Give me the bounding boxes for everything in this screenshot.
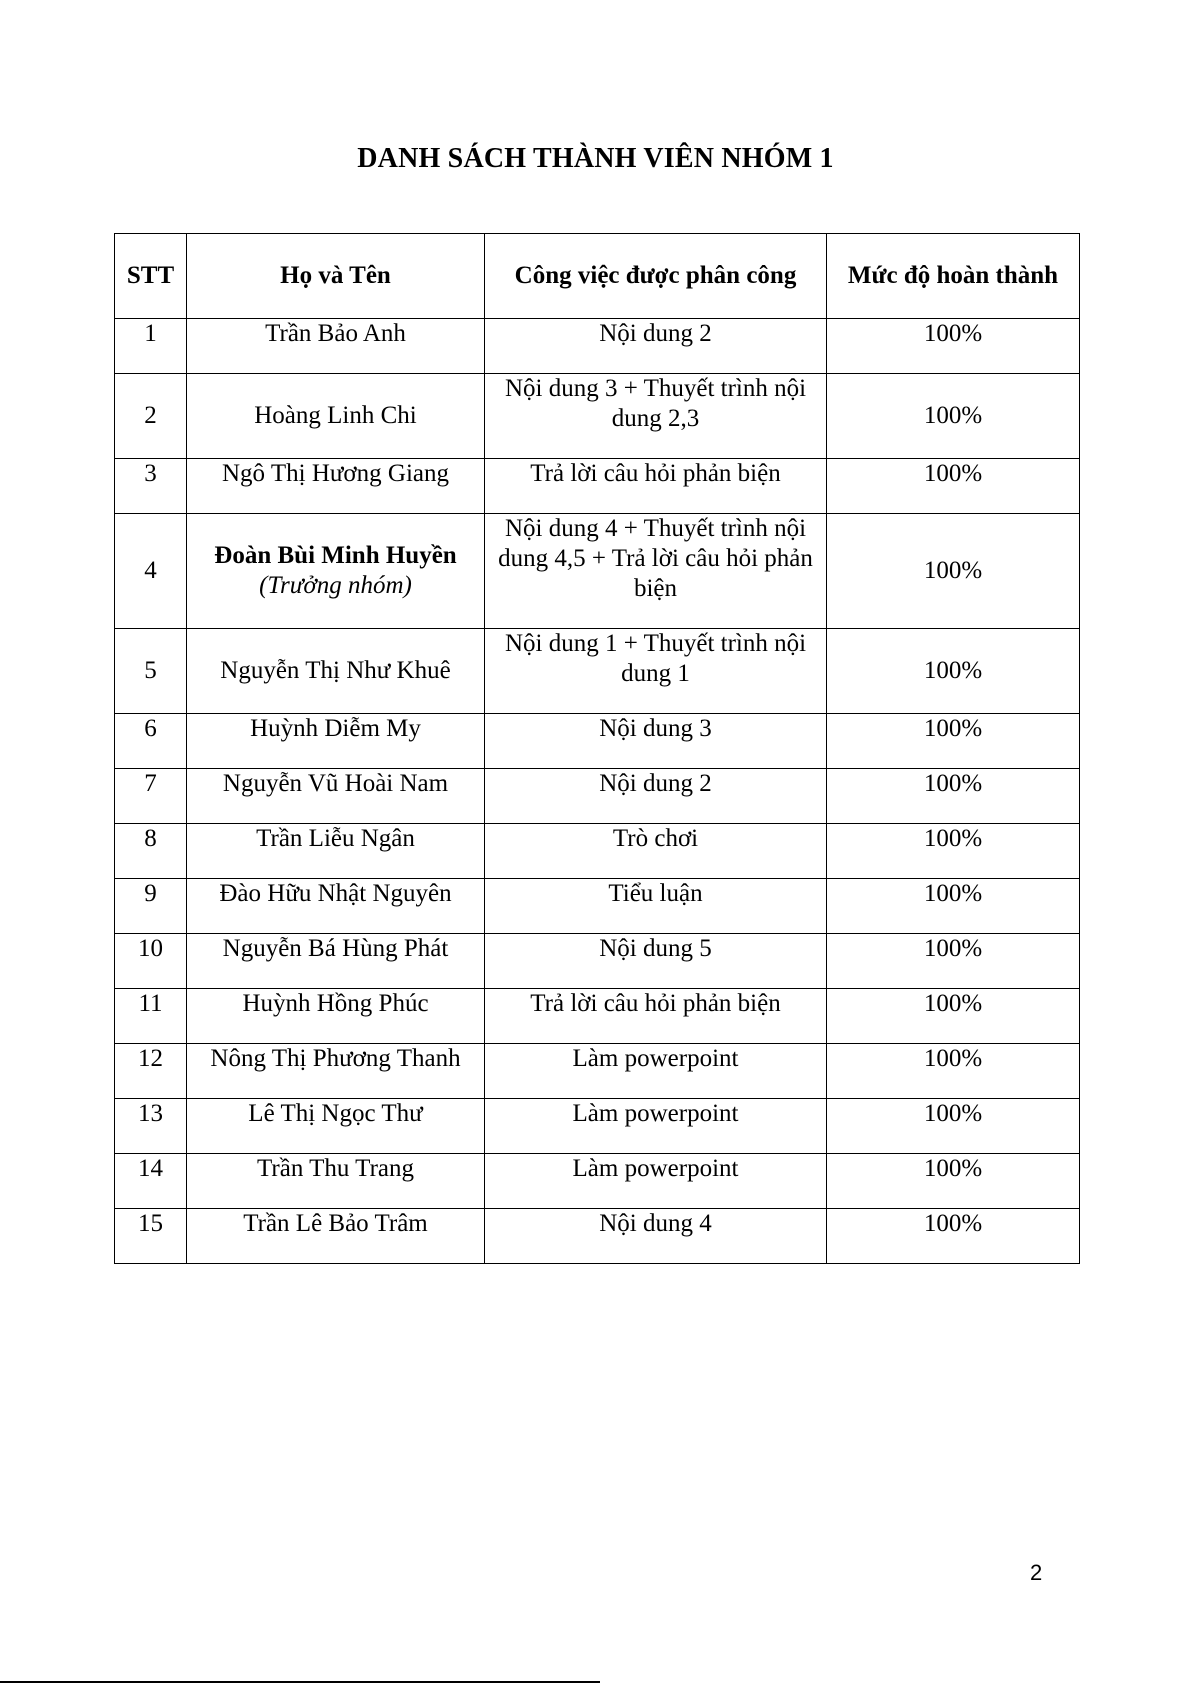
cell-completion: 100% (827, 769, 1080, 824)
table-header-row (115, 234, 1080, 319)
table-row (115, 1044, 1080, 1099)
cell-name: Huỳnh Diễm My (187, 714, 485, 769)
cell-name: Trần Lê Bảo Trâm (187, 1209, 485, 1264)
table-row (115, 1154, 1080, 1209)
table-row (115, 989, 1080, 1044)
document-title: DANH SÁCH THÀNH VIÊN NHÓM 1 (357, 143, 834, 174)
cell-completion: 100% (827, 459, 1080, 514)
cell-name: Trần Liễu Ngân (187, 824, 485, 879)
cell-stt: 5 (115, 629, 187, 714)
cell-completion: 100% (827, 1209, 1080, 1264)
cell-stt: 2 (115, 374, 187, 459)
table-row (115, 514, 1080, 629)
table-row (115, 714, 1080, 769)
cell-stt: 10 (115, 934, 187, 989)
page-number: 2 (1030, 1560, 1043, 1585)
cell-stt: 12 (115, 1044, 187, 1099)
cell-task: Làm powerpoint (485, 1044, 827, 1099)
table-row (115, 934, 1080, 989)
cell-name: Ngô Thị Hương Giang (187, 459, 485, 514)
header-stt: STT (115, 234, 187, 319)
cell-task: Nội dung 3 + Thuyết trình nội dung 2,3 (485, 374, 827, 459)
cell-task: Trò chơi (485, 824, 827, 879)
leader-role: (Trưởng nhóm) (259, 572, 412, 599)
cell-stt: 7 (115, 769, 187, 824)
cell-completion: 100% (827, 1044, 1080, 1099)
cell-stt: 4 (115, 514, 187, 629)
cell-completion: 100% (827, 824, 1080, 879)
member-table (114, 233, 1080, 1264)
cell-name: Trần Bảo Anh (187, 319, 485, 374)
cell-name: Đào Hữu Nhật Nguyên (187, 879, 485, 934)
table-row (115, 1099, 1080, 1154)
header-completion: Mức độ hoàn thành (827, 234, 1080, 319)
cell-completion: 100% (827, 989, 1080, 1044)
table-row (115, 374, 1080, 459)
cell-name: Trần Thu Trang (187, 1154, 485, 1209)
cell-task: Làm powerpoint (485, 1154, 827, 1209)
cell-task: Tiểu luận (485, 879, 827, 934)
cell-name: Nguyễn Thị Như Khuê (187, 629, 485, 714)
cell-completion: 100% (827, 714, 1080, 769)
cell-task: Nội dung 1 + Thuyết trình nội dung 1 (485, 629, 827, 714)
cell-task: Nội dung 2 (485, 319, 827, 374)
table-row (115, 319, 1080, 374)
table-row (115, 879, 1080, 934)
cell-stt: 1 (115, 319, 187, 374)
cell-completion: 100% (827, 319, 1080, 374)
cell-name: Nông Thị Phương Thanh (187, 1044, 485, 1099)
cell-task: Nội dung 3 (485, 714, 827, 769)
cell-stt: 13 (115, 1099, 187, 1154)
cell-stt: 8 (115, 824, 187, 879)
cell-task: Trả lời câu hỏi phản biện (485, 459, 827, 514)
cell-task: Nội dung 5 (485, 934, 827, 989)
cell-name: Nguyễn Vũ Hoài Nam (187, 769, 485, 824)
cell-name-leader (187, 514, 485, 629)
table-row (115, 1209, 1080, 1264)
cell-completion: 100% (827, 629, 1080, 714)
bottom-divider (0, 1681, 600, 1683)
cell-completion: 100% (827, 879, 1080, 934)
cell-task: Trả lời câu hỏi phản biện (485, 989, 827, 1044)
cell-completion: 100% (827, 934, 1080, 989)
cell-stt: 11 (115, 989, 187, 1044)
table-row (115, 629, 1080, 714)
table-row (115, 824, 1080, 879)
cell-name: Huỳnh Hồng Phúc (187, 989, 485, 1044)
cell-completion: 100% (827, 1099, 1080, 1154)
header-name: Họ và Tên (187, 234, 485, 319)
cell-task: Nội dung 4 (485, 1209, 827, 1264)
table-row (115, 459, 1080, 514)
cell-name: Lê Thị Ngọc Thư (187, 1099, 485, 1154)
table-row (115, 769, 1080, 824)
header-task: Công việc được phân công (485, 234, 827, 319)
cell-completion: 100% (827, 1154, 1080, 1209)
cell-stt: 15 (115, 1209, 187, 1264)
cell-task: Làm powerpoint (485, 1099, 827, 1154)
cell-task: Nội dung 2 (485, 769, 827, 824)
cell-stt: 9 (115, 879, 187, 934)
cell-task: Nội dung 4 + Thuyết trình nội dung 4,5 + Trả lời câu hỏi phản biện (485, 514, 827, 629)
cell-stt: 3 (115, 459, 187, 514)
cell-completion: 100% (827, 374, 1080, 459)
cell-stt: 6 (115, 714, 187, 769)
cell-stt: 14 (115, 1154, 187, 1209)
cell-name: Hoàng Linh Chi (187, 374, 485, 459)
cell-name: Nguyễn Bá Hùng Phát (187, 934, 485, 989)
cell-completion: 100% (827, 514, 1080, 629)
leader-name: Đoàn Bùi Minh Huyền (214, 542, 457, 569)
